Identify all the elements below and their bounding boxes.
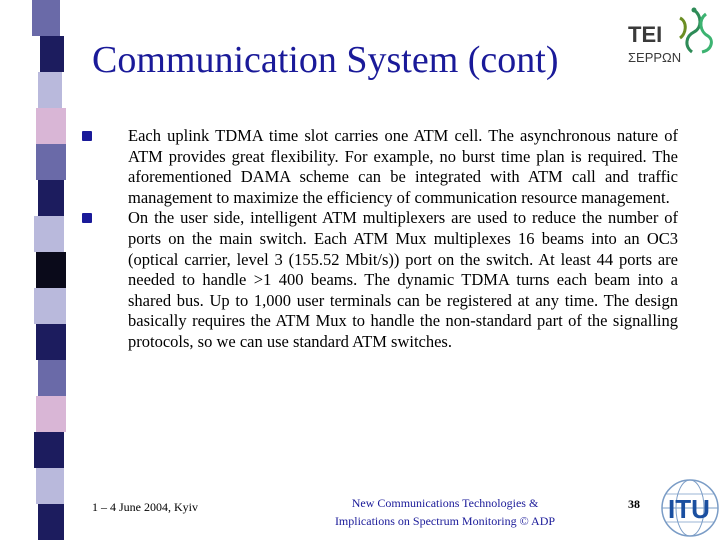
left-stripe-decoration [0,0,72,540]
slide-title: Communication System (cont) [92,39,559,81]
footer-center-text [290,494,600,530]
footer-center-line2: Implications on Spectrum Monitoring © ADP [334,514,556,528]
bullet-text: Each uplink TDMA time slot carries one ATM cell. The asynchronous nature of ATM provides great flexibility. For example, no burst time plan is required. The aforementioned DAMA scheme can be integrated with ATM call and traffic management to maximize the efficiency of communication resource management. [128,126,678,207]
footer-date-place: 1 – 4 June 2004, Kyiv [92,500,198,514]
tei-logo-top-text: TEI [628,22,663,47]
itu-logo [652,470,720,540]
page-number: 38 [628,497,640,511]
bullet-item [82,126,678,208]
footer-center-line1: New Communications Technologies & [351,496,539,510]
bullet-marker [82,131,92,141]
tei-logo-bottom-text: ΣΕΡΡΩΝ [628,50,682,65]
bullet-list [82,126,678,353]
bullet-marker [82,213,92,223]
swirl-logo-icon [672,6,716,56]
bullet-text: On the user side, intelligent ATM multiplexers are used to reduce the number of ports on the main switch. Each ATM Mux multiplexes 16 beams into an OC3 (optical carrier, level 3 (155.52 Mbit/s)) port on the switch. At least 44 ports are needed to handle >1 400 beams. The dynamic TDMA turns each beam into a shared bus. Up to 1,000 user terminals can be registered at any time. The design basically requires the ATM Mux to handle the non-standard part of the signalling protocols, so we can use standard ATM switches. [128,208,678,351]
itu-logo-text: ITU [668,494,710,524]
bullet-item [82,208,678,352]
